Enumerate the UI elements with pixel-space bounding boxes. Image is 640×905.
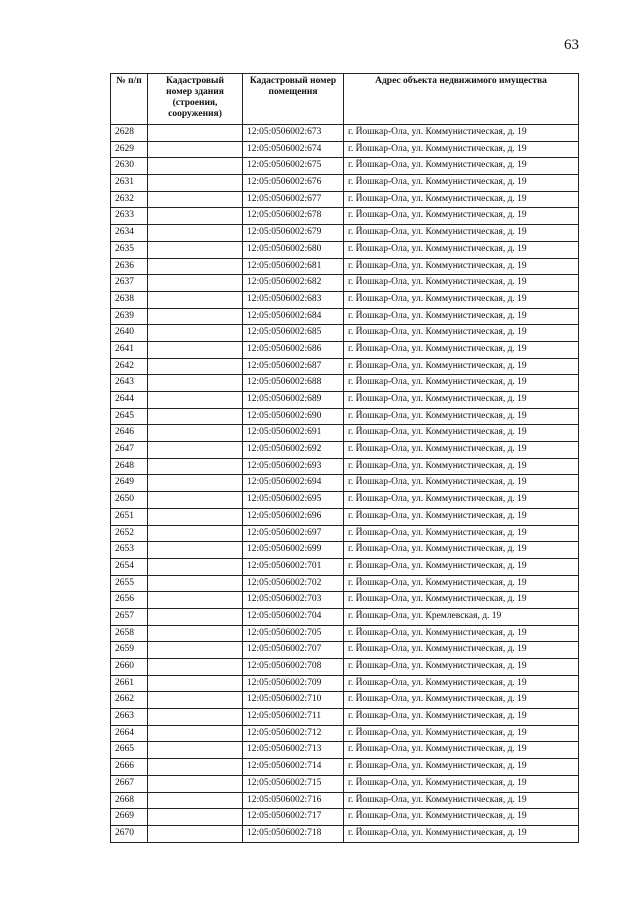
table-row — [111, 809, 579, 826]
row-number-cell: 2662 — [111, 692, 148, 709]
address-cell: г. Йошкар-Ола, ул. Коммунистическая, д. 19 — [344, 809, 579, 826]
address-cell: г. Йошкар-Ола, ул. Коммунистическая, д. 19 — [344, 792, 579, 809]
premises-cadastral-cell: 12:05:0506002:712 — [243, 725, 344, 742]
premises-cadastral-cell: 12:05:0506002:693 — [243, 458, 344, 475]
address-cell: г. Йошкар-Ола, ул. Коммунистическая, д. 19 — [344, 775, 579, 792]
table-header-row — [111, 74, 579, 125]
row-number-cell: 2642 — [111, 358, 148, 375]
address-cell: г. Йошкар-Ола, ул. Коммунистическая, д. 19 — [344, 558, 579, 575]
building-cadastral-cell — [148, 141, 243, 158]
address-cell: г. Йошкар-Ола, ул. Коммунистическая, д. 19 — [344, 659, 579, 676]
row-number-cell: 2649 — [111, 475, 148, 492]
row-number-cell: 2654 — [111, 558, 148, 575]
premises-cadastral-cell: 12:05:0506002:713 — [243, 742, 344, 759]
building-cadastral-cell — [148, 792, 243, 809]
address-cell: г. Йошкар-Ола, ул. Коммунистическая, д. 19 — [344, 508, 579, 525]
row-number-cell: 2629 — [111, 141, 148, 158]
address-cell: г. Йошкар-Ола, ул. Коммунистическая, д. 19 — [344, 642, 579, 659]
premises-cadastral-cell: 12:05:0506002:677 — [243, 191, 344, 208]
page-number: 63 — [564, 37, 579, 53]
premises-cadastral-cell: 12:05:0506002:705 — [243, 625, 344, 642]
header-address: Адрес объекта недвижимого имущества — [344, 74, 579, 125]
building-cadastral-cell — [148, 575, 243, 592]
table-row — [111, 675, 579, 692]
row-number-cell: 2660 — [111, 659, 148, 676]
premises-cadastral-cell: 12:05:0506002:676 — [243, 175, 344, 192]
table-row — [111, 275, 579, 292]
table-body — [111, 125, 579, 843]
table-row — [111, 659, 579, 676]
row-number-cell: 2644 — [111, 392, 148, 409]
address-cell: г. Йошкар-Ола, ул. Коммунистическая, д. 19 — [344, 625, 579, 642]
table-row — [111, 742, 579, 759]
table-row — [111, 525, 579, 542]
table-row — [111, 408, 579, 425]
building-cadastral-cell — [148, 692, 243, 709]
building-cadastral-cell — [148, 592, 243, 609]
address-cell: г. Йошкар-Ола, ул. Коммунистическая, д. 19 — [344, 592, 579, 609]
premises-cadastral-cell: 12:05:0506002:673 — [243, 125, 344, 142]
address-cell: г. Йошкар-Ола, ул. Коммунистическая, д. 19 — [344, 158, 579, 175]
building-cadastral-cell — [148, 191, 243, 208]
table-row — [111, 191, 579, 208]
premises-cadastral-cell: 12:05:0506002:674 — [243, 141, 344, 158]
row-number-cell: 2632 — [111, 191, 148, 208]
row-number-cell: 2645 — [111, 408, 148, 425]
table-row — [111, 175, 579, 192]
building-cadastral-cell — [148, 608, 243, 625]
row-number-cell: 2670 — [111, 825, 148, 842]
header-building-cadastral-number: Кадастровый номер здания (строения, сооружения) — [148, 74, 243, 125]
table-row — [111, 442, 579, 459]
building-cadastral-cell — [148, 759, 243, 776]
row-number-cell: 2650 — [111, 492, 148, 509]
premises-cadastral-cell: 12:05:0506002:715 — [243, 775, 344, 792]
row-number-cell: 2659 — [111, 642, 148, 659]
address-cell: г. Йошкар-Ола, ул. Коммунистическая, д. 19 — [344, 492, 579, 509]
premises-cadastral-cell: 12:05:0506002:675 — [243, 158, 344, 175]
address-cell: г. Йошкар-Ола, ул. Коммунистическая, д. 19 — [344, 392, 579, 409]
premises-cadastral-cell: 12:05:0506002:691 — [243, 425, 344, 442]
table-row — [111, 258, 579, 275]
premises-cadastral-cell: 12:05:0506002:681 — [243, 258, 344, 275]
address-cell: г. Йошкар-Ола, ул. Коммунистическая, д. 19 — [344, 425, 579, 442]
premises-cadastral-cell: 12:05:0506002:704 — [243, 608, 344, 625]
address-cell: г. Йошкар-Ола, ул. Коммунистическая, д. 19 — [344, 709, 579, 726]
table-row — [111, 241, 579, 258]
property-registry-table — [110, 73, 579, 843]
building-cadastral-cell — [148, 392, 243, 409]
premises-cadastral-cell: 12:05:0506002:678 — [243, 208, 344, 225]
table-row — [111, 341, 579, 358]
table-row — [111, 542, 579, 559]
table-row — [111, 475, 579, 492]
building-cadastral-cell — [148, 291, 243, 308]
building-cadastral-cell — [148, 442, 243, 459]
building-cadastral-cell — [148, 558, 243, 575]
address-cell: г. Йошкар-Ола, ул. Коммунистическая, д. 19 — [344, 458, 579, 475]
premises-cadastral-cell: 12:05:0506002:686 — [243, 341, 344, 358]
address-cell: г. Йошкар-Ола, ул. Коммунистическая, д. 19 — [344, 275, 579, 292]
building-cadastral-cell — [148, 341, 243, 358]
building-cadastral-cell — [148, 492, 243, 509]
table-row — [111, 358, 579, 375]
address-cell: г. Йошкар-Ола, ул. Коммунистическая, д. 19 — [344, 258, 579, 275]
building-cadastral-cell — [148, 241, 243, 258]
address-cell: г. Йошкар-Ола, ул. Коммунистическая, д. 19 — [344, 308, 579, 325]
table-row — [111, 759, 579, 776]
table-row — [111, 141, 579, 158]
table-row — [111, 642, 579, 659]
row-number-cell: 2665 — [111, 742, 148, 759]
building-cadastral-cell — [148, 709, 243, 726]
row-number-cell: 2641 — [111, 341, 148, 358]
building-cadastral-cell — [148, 742, 243, 759]
address-cell: г. Йошкар-Ола, ул. Коммунистическая, д. 19 — [344, 358, 579, 375]
table-row — [111, 158, 579, 175]
table-row — [111, 608, 579, 625]
row-number-cell: 2666 — [111, 759, 148, 776]
row-number-cell: 2646 — [111, 425, 148, 442]
premises-cadastral-cell: 12:05:0506002:679 — [243, 225, 344, 242]
row-number-cell: 2653 — [111, 542, 148, 559]
table-row — [111, 792, 579, 809]
building-cadastral-cell — [148, 375, 243, 392]
row-number-cell: 2630 — [111, 158, 148, 175]
building-cadastral-cell — [148, 825, 243, 842]
building-cadastral-cell — [148, 475, 243, 492]
premises-cadastral-cell: 12:05:0506002:707 — [243, 642, 344, 659]
table-row — [111, 208, 579, 225]
row-number-cell: 2637 — [111, 275, 148, 292]
address-cell: г. Йошкар-Ола, ул. Коммунистическая, д. 19 — [344, 325, 579, 342]
table-row — [111, 225, 579, 242]
row-number-cell: 2667 — [111, 775, 148, 792]
table-row — [111, 775, 579, 792]
table-row — [111, 458, 579, 475]
row-number-cell: 2643 — [111, 375, 148, 392]
row-number-cell: 2631 — [111, 175, 148, 192]
row-number-cell: 2656 — [111, 592, 148, 609]
row-number-cell: 2668 — [111, 792, 148, 809]
row-number-cell: 2652 — [111, 525, 148, 542]
row-number-cell: 2639 — [111, 308, 148, 325]
address-cell: г. Йошкар-Ола, ул. Коммунистическая, д. 19 — [344, 692, 579, 709]
row-number-cell: 2663 — [111, 709, 148, 726]
premises-cadastral-cell: 12:05:0506002:689 — [243, 392, 344, 409]
row-number-cell: 2651 — [111, 508, 148, 525]
building-cadastral-cell — [148, 325, 243, 342]
building-cadastral-cell — [148, 275, 243, 292]
premises-cadastral-cell: 12:05:0506002:709 — [243, 675, 344, 692]
building-cadastral-cell — [148, 258, 243, 275]
row-number-cell: 2638 — [111, 291, 148, 308]
address-cell: г. Йошкар-Ола, ул. Коммунистическая, д. 19 — [344, 759, 579, 776]
premises-cadastral-cell: 12:05:0506002:703 — [243, 592, 344, 609]
address-cell: г. Йошкар-Ола, ул. Коммунистическая, д. 19 — [344, 241, 579, 258]
building-cadastral-cell — [148, 625, 243, 642]
table-row — [111, 825, 579, 842]
building-cadastral-cell — [148, 458, 243, 475]
building-cadastral-cell — [148, 408, 243, 425]
premises-cadastral-cell: 12:05:0506002:687 — [243, 358, 344, 375]
premises-cadastral-cell: 12:05:0506002:717 — [243, 809, 344, 826]
premises-cadastral-cell: 12:05:0506002:690 — [243, 408, 344, 425]
premises-cadastral-cell: 12:05:0506002:680 — [243, 241, 344, 258]
premises-cadastral-cell: 12:05:0506002:685 — [243, 325, 344, 342]
premises-cadastral-cell: 12:05:0506002:710 — [243, 692, 344, 709]
premises-cadastral-cell: 12:05:0506002:701 — [243, 558, 344, 575]
premises-cadastral-cell: 12:05:0506002:694 — [243, 475, 344, 492]
premises-cadastral-cell: 12:05:0506002:695 — [243, 492, 344, 509]
table-row — [111, 592, 579, 609]
row-number-cell: 2628 — [111, 125, 148, 142]
premises-cadastral-cell: 12:05:0506002:697 — [243, 525, 344, 542]
building-cadastral-cell — [148, 675, 243, 692]
row-number-cell: 2633 — [111, 208, 148, 225]
premises-cadastral-cell: 12:05:0506002:683 — [243, 291, 344, 308]
building-cadastral-cell — [148, 508, 243, 525]
row-number-cell: 2661 — [111, 675, 148, 692]
building-cadastral-cell — [148, 809, 243, 826]
row-number-cell: 2664 — [111, 725, 148, 742]
table-row — [111, 492, 579, 509]
premises-cadastral-cell: 12:05:0506002:716 — [243, 792, 344, 809]
address-cell: г. Йошкар-Ола, ул. Коммунистическая, д. 19 — [344, 675, 579, 692]
premises-cadastral-cell: 12:05:0506002:708 — [243, 659, 344, 676]
building-cadastral-cell — [148, 425, 243, 442]
table-row — [111, 558, 579, 575]
premises-cadastral-cell: 12:05:0506002:718 — [243, 825, 344, 842]
building-cadastral-cell — [148, 175, 243, 192]
row-number-cell: 2635 — [111, 241, 148, 258]
building-cadastral-cell — [148, 642, 243, 659]
building-cadastral-cell — [148, 525, 243, 542]
building-cadastral-cell — [148, 225, 243, 242]
address-cell: г. Йошкар-Ола, ул. Коммунистическая, д. 19 — [344, 341, 579, 358]
address-cell: г. Йошкар-Ола, ул. Коммунистическая, д. 19 — [344, 725, 579, 742]
premises-cadastral-cell: 12:05:0506002:688 — [243, 375, 344, 392]
building-cadastral-cell — [148, 125, 243, 142]
table-row — [111, 291, 579, 308]
table-row — [111, 392, 579, 409]
building-cadastral-cell — [148, 308, 243, 325]
building-cadastral-cell — [148, 659, 243, 676]
building-cadastral-cell — [148, 542, 243, 559]
header-row-number: № п/п — [111, 74, 148, 125]
building-cadastral-cell — [148, 725, 243, 742]
table-row — [111, 692, 579, 709]
address-cell: г. Йошкар-Ола, ул. Коммунистическая, д. 19 — [344, 742, 579, 759]
table-row — [111, 425, 579, 442]
address-cell: г. Йошкар-Ола, ул. Коммунистическая, д. 19 — [344, 291, 579, 308]
row-number-cell: 2658 — [111, 625, 148, 642]
address-cell: г. Йошкар-Ола, ул. Коммунистическая, д. 19 — [344, 542, 579, 559]
address-cell: г. Йошкар-Ола, ул. Коммунистическая, д. 19 — [344, 175, 579, 192]
row-number-cell: 2634 — [111, 225, 148, 242]
building-cadastral-cell — [148, 358, 243, 375]
address-cell: г. Йошкар-Ола, ул. Коммунистическая, д. 19 — [344, 375, 579, 392]
address-cell: г. Йошкар-Ола, ул. Коммунистическая, д. 19 — [344, 575, 579, 592]
row-number-cell: 2655 — [111, 575, 148, 592]
table-row — [111, 508, 579, 525]
premises-cadastral-cell: 12:05:0506002:711 — [243, 709, 344, 726]
building-cadastral-cell — [148, 158, 243, 175]
row-number-cell: 2647 — [111, 442, 148, 459]
table-row — [111, 709, 579, 726]
row-number-cell: 2669 — [111, 809, 148, 826]
premises-cadastral-cell: 12:05:0506002:714 — [243, 759, 344, 776]
building-cadastral-cell — [148, 208, 243, 225]
premises-cadastral-cell: 12:05:0506002:702 — [243, 575, 344, 592]
address-cell: г. Йошкар-Ола, ул. Коммунистическая, д. 19 — [344, 442, 579, 459]
row-number-cell: 2657 — [111, 608, 148, 625]
address-cell: г. Йошкар-Ола, ул. Коммунистическая, д. 19 — [344, 141, 579, 158]
premises-cadastral-cell: 12:05:0506002:692 — [243, 442, 344, 459]
table-row — [111, 308, 579, 325]
address-cell: г. Йошкар-Ола, ул. Коммунистическая, д. 19 — [344, 525, 579, 542]
address-cell: г. Йошкар-Ола, ул. Коммунистическая, д. 19 — [344, 208, 579, 225]
header-premises-cadastral-number: Кадастровый номер помещения — [243, 74, 344, 125]
table-row — [111, 625, 579, 642]
row-number-cell: 2640 — [111, 325, 148, 342]
premises-cadastral-cell: 12:05:0506002:699 — [243, 542, 344, 559]
premises-cadastral-cell: 12:05:0506002:684 — [243, 308, 344, 325]
row-number-cell: 2636 — [111, 258, 148, 275]
building-cadastral-cell — [148, 775, 243, 792]
table-row — [111, 575, 579, 592]
address-cell: г. Йошкар-Ола, ул. Коммунистическая, д. 19 — [344, 125, 579, 142]
address-cell: г. Йошкар-Ола, ул. Коммунистическая, д. 19 — [344, 191, 579, 208]
address-cell: г. Йошкар-Ола, ул. Коммунистическая, д. 19 — [344, 475, 579, 492]
premises-cadastral-cell: 12:05:0506002:696 — [243, 508, 344, 525]
address-cell: г. Йошкар-Ола, ул. Коммунистическая, д. 19 — [344, 225, 579, 242]
table-row — [111, 325, 579, 342]
table-row — [111, 125, 579, 142]
address-cell: г. Йошкар-Ола, ул. Коммунистическая, д. 19 — [344, 825, 579, 842]
table-row — [111, 725, 579, 742]
table-row — [111, 375, 579, 392]
premises-cadastral-cell: 12:05:0506002:682 — [243, 275, 344, 292]
row-number-cell: 2648 — [111, 458, 148, 475]
address-cell: г. Йошкар-Ола, ул. Коммунистическая, д. 19 — [344, 408, 579, 425]
address-cell: г. Йошкар-Ола, ул. Кремлевская, д. 19 — [344, 608, 579, 625]
